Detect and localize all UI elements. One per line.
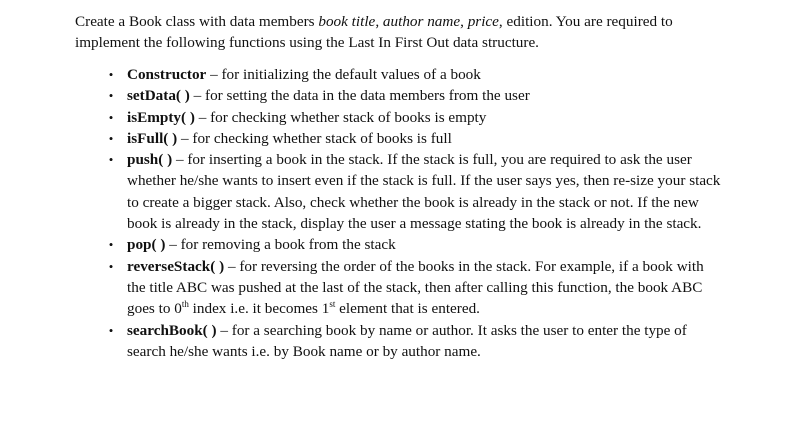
function-description: – for initializing the default values of a book	[206, 66, 481, 83]
function-name: reverseStack( )	[127, 257, 225, 275]
intro-emphasis-book-title: book title	[318, 13, 376, 30]
ordinal-superscript: st	[329, 299, 336, 310]
intro-emphasis-author-name: author name	[382, 13, 461, 30]
intro-emphasis-price: price	[467, 13, 499, 30]
list-item-constructor	[75, 64, 725, 85]
bullet-icon: •	[108, 67, 114, 82]
intro-text: ,	[375, 13, 383, 30]
function-name: isEmpty( )	[127, 108, 195, 126]
function-list	[75, 64, 725, 362]
function-description: – for inserting a book in the stack. If the stack is full, you are required to ask the user whether he/she wants to insert even if the stack is full. If the user says yes, then re-size your stack to create a bigger stack. Also, check whether the book is already in the stack or not. If the new book is already in the stack, display the user a message stating the book is already in the stack.	[127, 151, 721, 233]
function-name: searchBook( )	[127, 321, 217, 339]
bullet-icon: •	[108, 109, 114, 125]
bullet-icon: •	[108, 258, 114, 274]
document-body	[75, 11, 725, 362]
intro-text: Create a Book class with data members	[75, 13, 319, 30]
function-description: – for reversing the order of the books in the stack. For example, if a book with the title ABC was pushed at the last of the stack, then after calling this function, the book ABC goes to 0	[127, 257, 704, 318]
list-item-pop	[75, 234, 725, 255]
bullet-icon: •	[108, 88, 114, 104]
intro-text: ,	[460, 13, 468, 30]
list-item-isfull	[75, 128, 725, 149]
list-item-setdata	[75, 85, 725, 106]
function-name: Constructor	[127, 66, 207, 83]
bullet-icon: •	[108, 322, 114, 338]
list-item-reversestack	[75, 256, 725, 320]
function-name: push( )	[127, 151, 173, 169]
list-item-push	[75, 149, 725, 234]
ordinal-superscript: th	[181, 299, 189, 310]
intro-paragraph	[75, 11, 725, 53]
function-name: setData( )	[127, 87, 190, 105]
function-name: pop( )	[127, 236, 166, 254]
list-item-isempty	[75, 107, 725, 128]
function-description: – for a searching book by name or author. It asks the user to enter the type of search he/she wants i.e. by Book name or by author name.	[127, 321, 687, 360]
intro-text: , edition. You are required to implement the following functions using the Last In First Out data structure.	[75, 13, 673, 51]
function-name: isFull( )	[127, 129, 178, 147]
function-description: – for setting the data in the data members from the user	[189, 87, 530, 105]
function-description: – for checking whether stack of books is empty	[194, 108, 487, 126]
function-description: – for checking whether stack of books is full	[177, 129, 452, 147]
bullet-icon: •	[108, 130, 114, 146]
function-description: index i.e. it becomes 1	[188, 300, 330, 318]
bullet-icon: •	[108, 152, 114, 168]
bullet-icon: •	[108, 237, 114, 253]
list-item-searchbook	[75, 320, 725, 363]
function-description: element that is entered.	[335, 300, 480, 318]
function-description: – for removing a book from the stack	[165, 236, 396, 254]
